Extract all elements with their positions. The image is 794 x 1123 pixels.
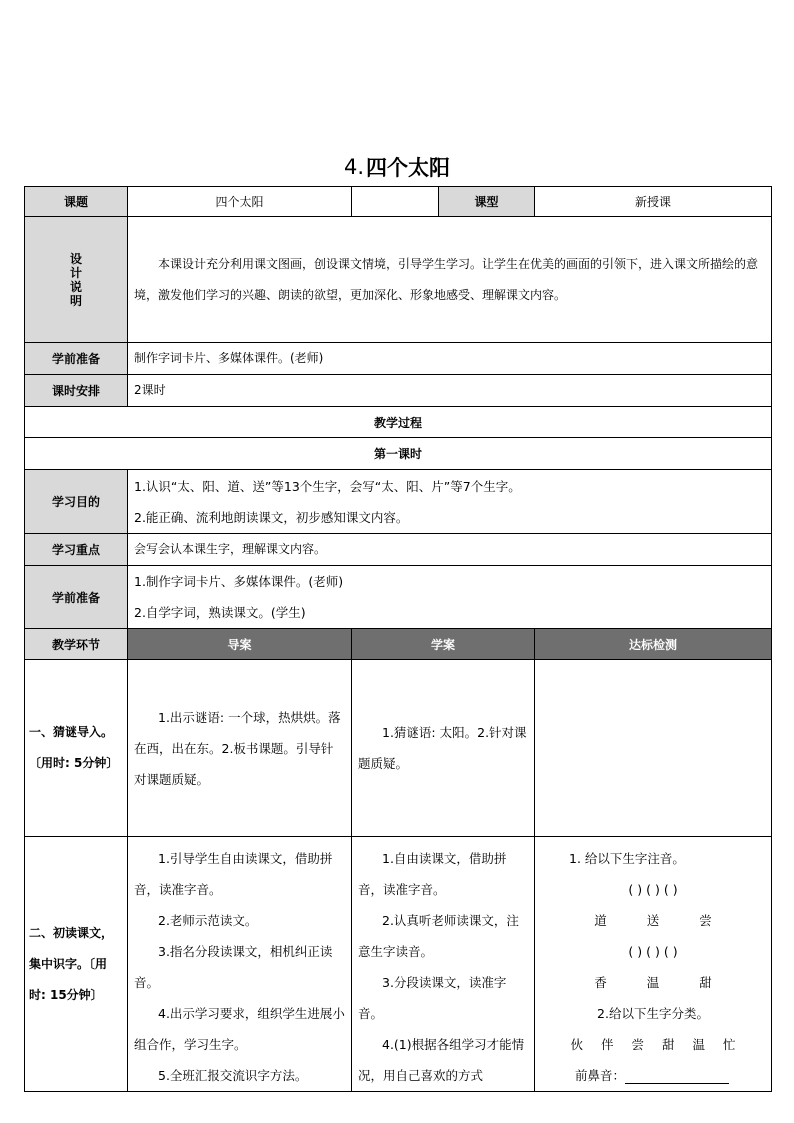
prep2-line-2: 2.自学字词，熟读课文。(学生) <box>134 605 306 620</box>
topic-value <box>128 187 352 217</box>
type-value: 新授课 <box>535 187 772 217</box>
topic-value-ext <box>352 187 439 217</box>
char-row-a <box>541 905 765 936</box>
char-item: 送 <box>646 913 660 928</box>
focus-value: 会写会认本课生字，理解课文内容。 <box>128 534 772 566</box>
prep2-label: 学前准备 <box>25 566 128 629</box>
column-header-row <box>25 629 772 660</box>
lesson-title: 第一课时 <box>25 438 772 470</box>
paren-row-1 <box>541 874 765 905</box>
section2-study-4: 4.(1)根据各组学习才能情况，用自己喜欢的方式 <box>358 1037 525 1083</box>
section2-guide-4: 4.出示学习要求，组织学生进展小组合作，学习生字。 <box>134 1006 345 1052</box>
section2-guide-2: 2.老师示范读文。 <box>158 913 258 928</box>
design-char-1: 设 <box>69 251 82 266</box>
char-item: 香 <box>594 975 607 990</box>
schedule-value: 2课时 <box>128 375 772 407</box>
section2-guide-3: 3.指名分段读课文，相机纠正读音。 <box>134 944 333 990</box>
section2-row <box>25 837 772 1092</box>
section2-study <box>352 837 535 1092</box>
paren-blank[interactable]: ( ) <box>663 882 678 897</box>
paren-blank[interactable]: ( ) <box>628 882 643 897</box>
goals-row <box>25 470 772 534</box>
char-row-b <box>541 967 765 998</box>
test-q2: 2.给以下生字分类。 <box>597 1006 709 1021</box>
topic-value-text: 四个太阳 <box>215 195 264 209</box>
col-test: 达标检测 <box>535 629 772 660</box>
char-item: 伴 <box>600 1037 614 1052</box>
document-title <box>0 150 794 184</box>
section2-stage: 二、初读课文，集中识字。〔用时: 15分钟〕 <box>25 837 128 1092</box>
section1-stage: 一、猜谜导入。〔用时: 5分钟〕 <box>25 660 128 837</box>
front-nasal-line <box>541 1060 765 1091</box>
paren-blank[interactable]: ( ) <box>646 882 660 897</box>
col-guide: 导案 <box>128 629 352 660</box>
prep2-value <box>128 566 772 629</box>
goal-line-1: 1.认识“太、阳、道、送”等13个生字，会写“太、阳、片”等7个生字。 <box>134 478 521 494</box>
lesson-title-row <box>25 438 772 470</box>
section1-study-text: 1.猜谜语: 太阳。2.针对课题质疑。 <box>358 725 527 771</box>
paren-blank[interactable]: ( ) <box>646 944 660 959</box>
title-text: 四个太阳 <box>366 156 451 180</box>
col-study: 学案 <box>352 629 535 660</box>
section1-study <box>352 660 535 837</box>
prep1-label: 学前准备 <box>25 343 128 375</box>
goal-line-2: 2.能正确、流利地朗读课文，初步感知课文内容。 <box>134 509 409 525</box>
design-row <box>25 217 772 343</box>
prep1-row <box>25 343 772 375</box>
section1-test <box>535 660 772 837</box>
test-q1: 1. 给以下生字注音。 <box>569 851 685 866</box>
schedule-label: 课时安排 <box>25 375 128 407</box>
char-item: 忙 <box>723 1037 736 1052</box>
prep2-row <box>25 566 772 629</box>
header-row <box>25 187 772 217</box>
title-number: 4. <box>343 155 365 179</box>
paren-blank[interactable]: ( ) <box>628 944 643 959</box>
col-stage: 教学环节 <box>25 629 128 660</box>
char-item: 尝 <box>631 1037 644 1052</box>
char-item: 伙 <box>570 1037 583 1052</box>
process-title: 教学过程 <box>25 407 772 438</box>
focus-label: 学习重点 <box>25 534 128 566</box>
char-item: 甜 <box>699 975 712 990</box>
front-nasal-label: 前鼻音： <box>575 1068 626 1083</box>
goals-value <box>128 470 772 534</box>
design-char-4: 明 <box>69 293 82 308</box>
topic-label: 课题 <box>25 187 128 217</box>
section2-study-3: 3.分段读课文，读准字音。 <box>358 975 507 1021</box>
section1-row <box>25 660 772 837</box>
section2-guide-5: 5.全班汇报交流识字方法。 <box>158 1068 308 1083</box>
paren-blank[interactable]: ( ) <box>663 944 678 959</box>
section1-guide-text: 1.出示谜语: 一个球，热烘烘。落在西，出在东。2.板书课题。引导针对课题质疑。 <box>134 709 341 787</box>
process-title-row <box>25 407 772 438</box>
char-item: 甜 <box>662 1037 675 1052</box>
type-label: 课型 <box>439 187 535 217</box>
section2-guide-1: 1.引导学生自由读课文，借助拼音，读准字音。 <box>134 851 333 897</box>
paren-row-2 <box>541 936 765 967</box>
focus-row <box>25 534 772 566</box>
section2-study-1: 1.自由读课文，借助拼音，读准字音。 <box>358 851 507 897</box>
schedule-row <box>25 375 772 407</box>
design-label <box>25 217 128 343</box>
goals-label: 学习目的 <box>25 470 128 534</box>
section2-study-2: 2.认真听老师读课文，注意生字读音。 <box>358 913 519 959</box>
char-row-c <box>541 1029 765 1060</box>
design-label-chars <box>69 252 83 308</box>
char-item: 温 <box>646 975 660 990</box>
prep1-value: 制作字词卡片、多媒体课件。(老师) <box>128 343 772 375</box>
section1-guide <box>128 660 352 837</box>
design-char-3: 说 <box>69 279 82 294</box>
design-text: 本课设计充分利用课文图画，创设课文情境，引导学生学习。让学生在优美的画面的引领下，进入课文所描绘的意境，激发他们学习的兴趣、朗读的欲望，更加深化、形象地感受、理解课文内容。 <box>128 217 772 343</box>
char-item: 尝 <box>699 913 712 928</box>
front-nasal-blank[interactable] <box>625 1069 729 1084</box>
design-char-2: 计 <box>69 265 82 280</box>
char-item: 温 <box>692 1037 706 1052</box>
prep2-line-1: 1.制作字词卡片、多媒体课件。(老师) <box>134 574 344 589</box>
lesson-plan-table <box>24 186 772 1092</box>
section2-guide <box>128 837 352 1092</box>
section2-test <box>535 837 772 1092</box>
char-item: 道 <box>594 913 607 928</box>
